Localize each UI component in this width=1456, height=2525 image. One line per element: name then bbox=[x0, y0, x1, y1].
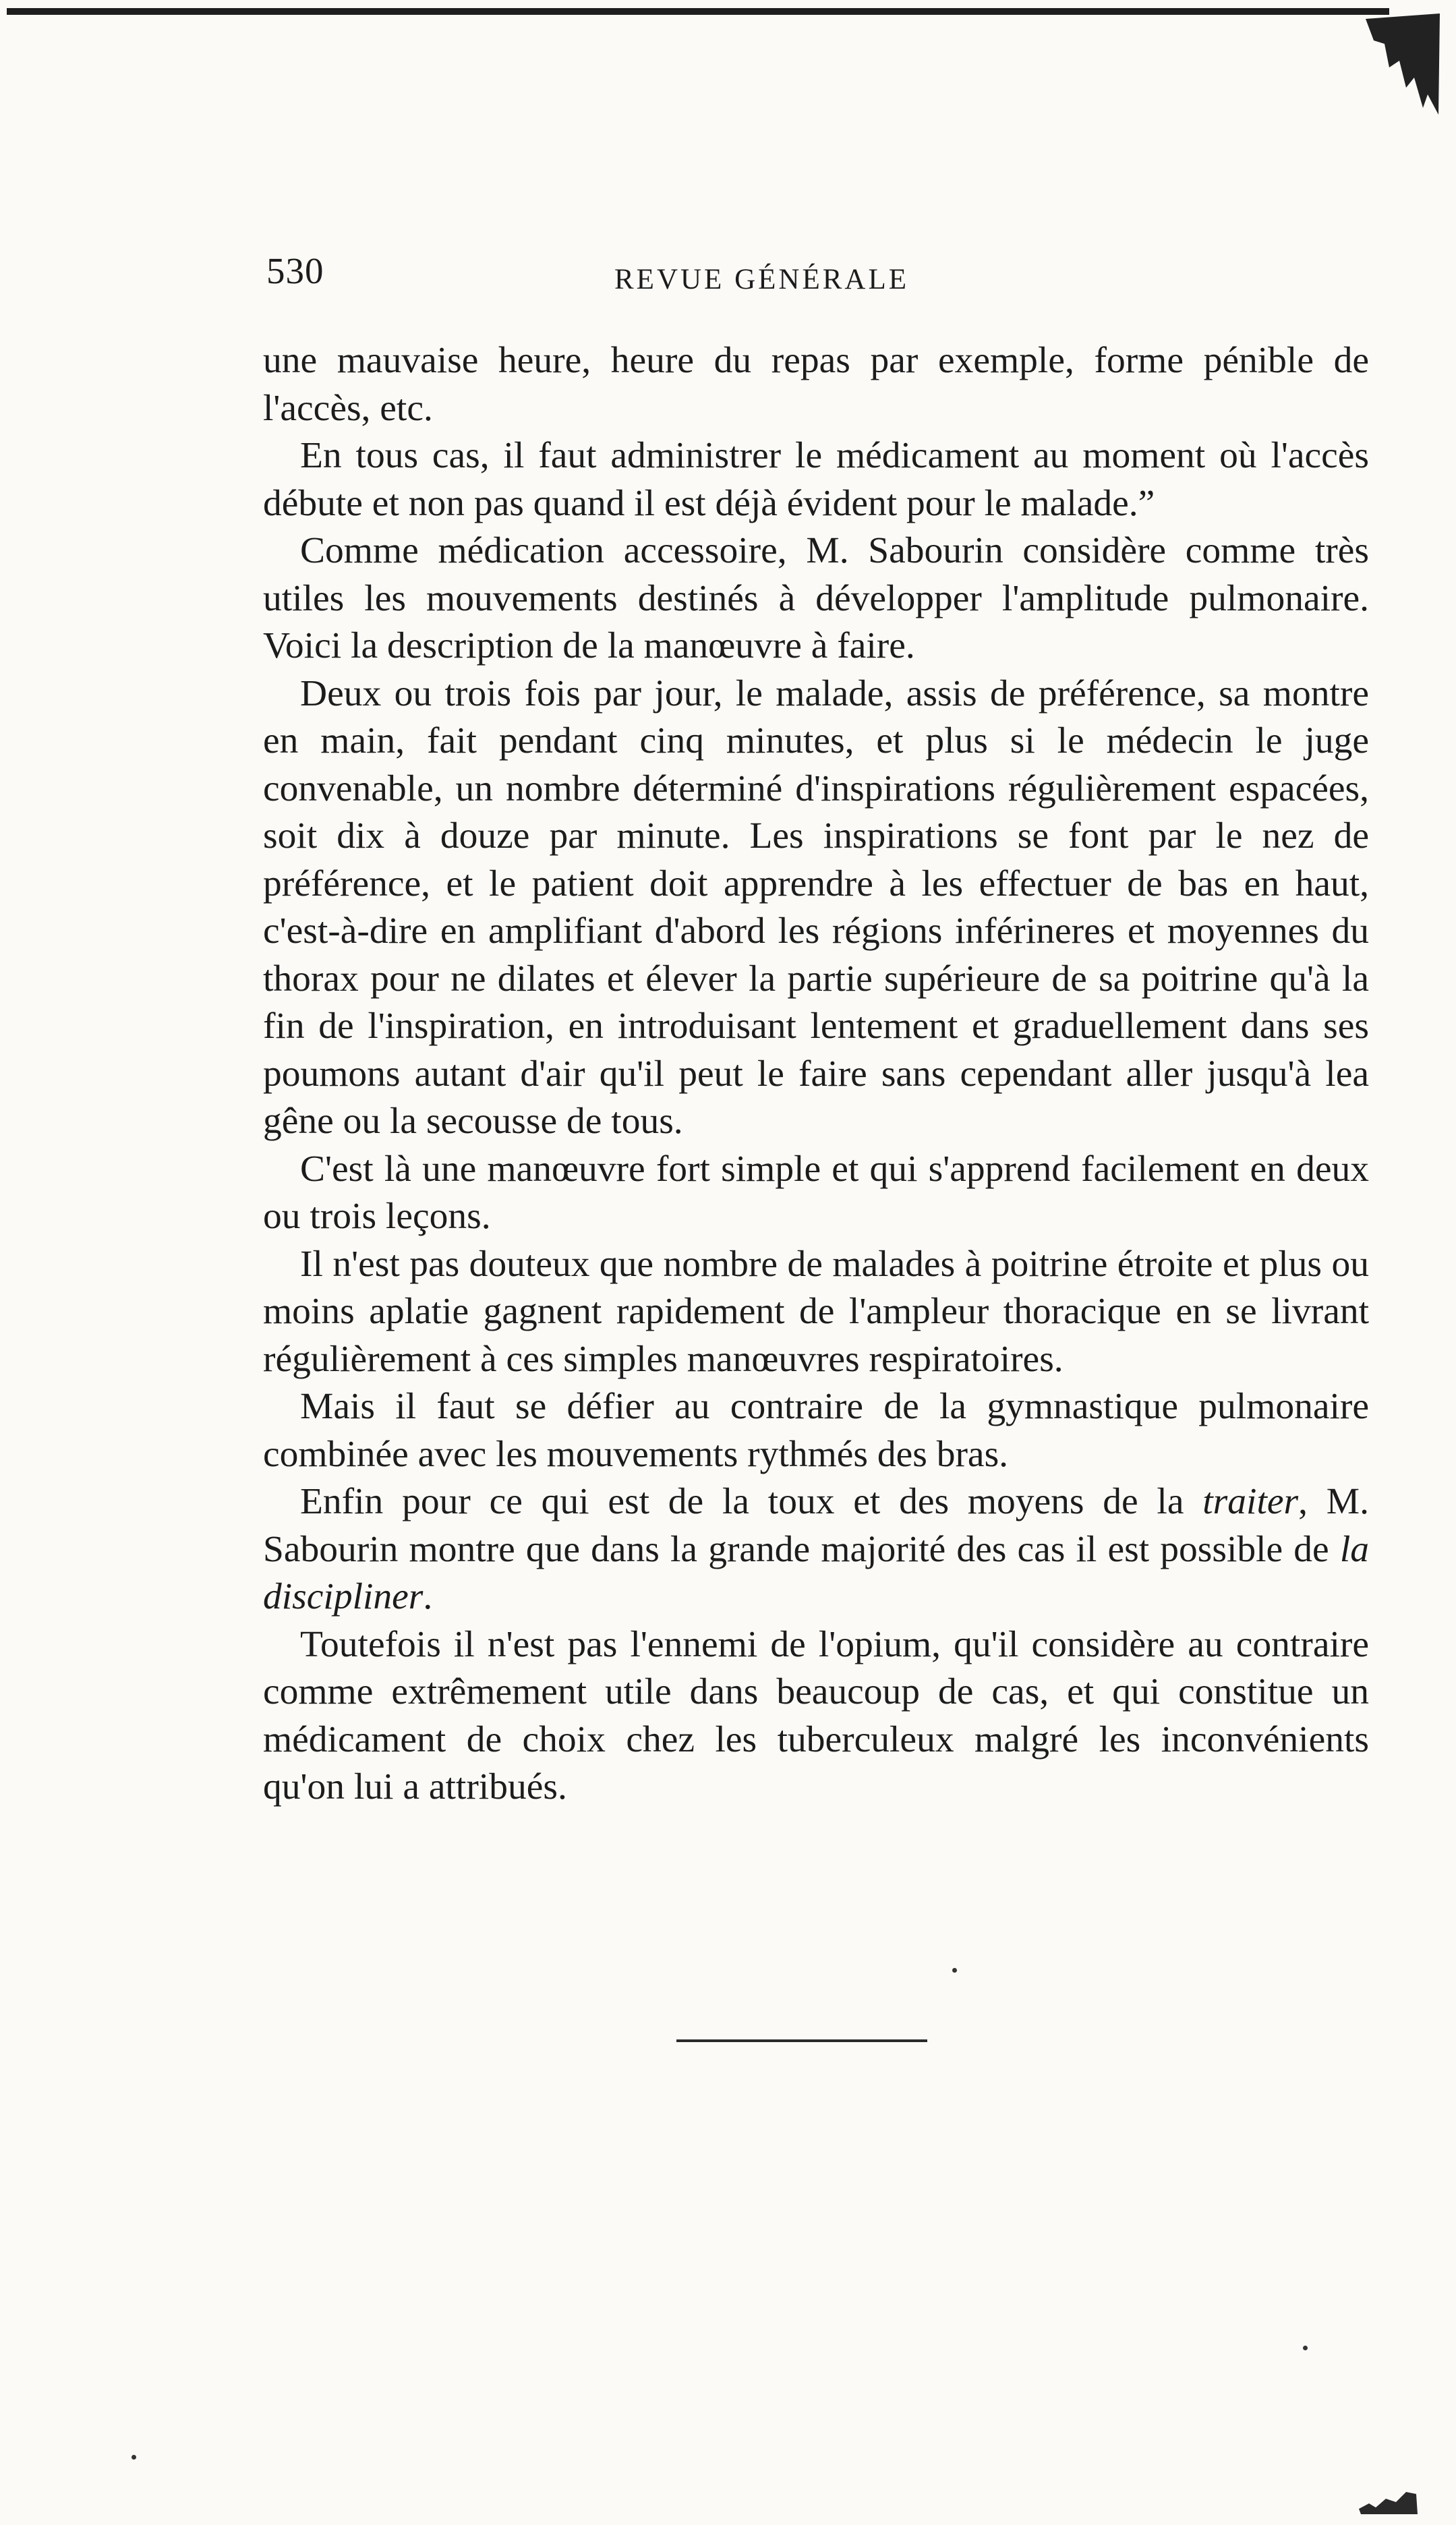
paragraph-8-text-middle: , M. Sabourin montre que dans la grande majorité des cas il est possible de bbox=[263, 1481, 1369, 1570]
ink-speck bbox=[1303, 2346, 1308, 2350]
running-head-text: REVUE GÉNÉRALE bbox=[614, 264, 909, 295]
paragraph-8-text-start: Enfin pour ce qui est de la toux et des moyens de la bbox=[300, 1481, 1203, 1522]
paragraph-1: une mauvaise heure, heure du repas par exemple, forme pénible de l'accès, etc. bbox=[263, 340, 1369, 429]
ink-blot-top-right bbox=[1366, 13, 1440, 115]
paragraph-5: C'est là une manœuvre fort simple et qui s'apprend facilement en deux ou trois leçons. bbox=[263, 1148, 1369, 1237]
page-number: 530 bbox=[266, 250, 324, 291]
paragraph-8-text-end: . bbox=[423, 1576, 433, 1617]
ink-blot-bottom-right bbox=[1356, 2489, 1420, 2516]
italic-word-traiter: traiter bbox=[1202, 1481, 1299, 1522]
paragraph-2: En tous cas, il faut administrer le médicament au moment où l'accès débute et non pas quand il est déjà évident pour le malade.” bbox=[263, 435, 1369, 524]
paragraph-9: Toutefois il n'est pas l'ennemi de l'opium, qu'il considère au contraire comme extrêmement utile dans beaucoup de cas, et qui constitue un médicament de choix chez les tuberculeux malgré les inconvénients qu'on lui a attribués. bbox=[263, 1623, 1369, 1807]
section-end-rule bbox=[676, 2039, 927, 2042]
paragraph-3: Comme médication accessoire, M. Sabourin considère comme très utiles les mouvements destinés à développer l'amplitude pulmonaire. Voici la description de la manœuvre à faire. bbox=[263, 530, 1369, 666]
paragraph-7: Mais il faut se défier au contraire de la gymnastique pulmonaire combinée avec les mouvements rythmés des bras. bbox=[263, 1386, 1369, 1475]
running-head bbox=[0, 263, 1456, 296]
body-text bbox=[263, 337, 1369, 1811]
italic-phrase-la-discipliner: la discipliner bbox=[263, 1528, 1369, 1617]
paragraph-4: Deux ou trois fois par jour, le malade, assis de préférence, sa montre en main, fait pendant cinq minutes, et plus si le médecin le juge convenable, un nombre déterminé d'inspirations régulièrement espacées, soit dix à douze par minute. Les inspirations se font par le nez de préférence, et le patient doit apprendre à les effectuer de bas en haut, c'est-à-dire en amplifiant d'abord les régions inférineres et moyennes du thorax pour ne dilates et élever la partie supérieure de sa poitrine qu'à la fin de l'inspiration, en introduisant lentement et graduellement dans ses poumons autant d'air qu'il peut le faire sans cependant aller jusqu'à lea gêne ou la secousse de tous. bbox=[263, 672, 1369, 1142]
ink-speck bbox=[952, 1968, 957, 1973]
paragraph-6: Il n'est pas douteux que nombre de malades à poitrine étroite et plus ou moins aplatie gagnent rapidement de l'ampleur thoracique en se livrant régulièrement à ces simples manœuvres respiratoires. bbox=[263, 1243, 1369, 1380]
ink-speck bbox=[132, 2455, 136, 2460]
paragraph-8 bbox=[263, 1478, 1369, 1621]
top-border-rule bbox=[7, 8, 1389, 15]
